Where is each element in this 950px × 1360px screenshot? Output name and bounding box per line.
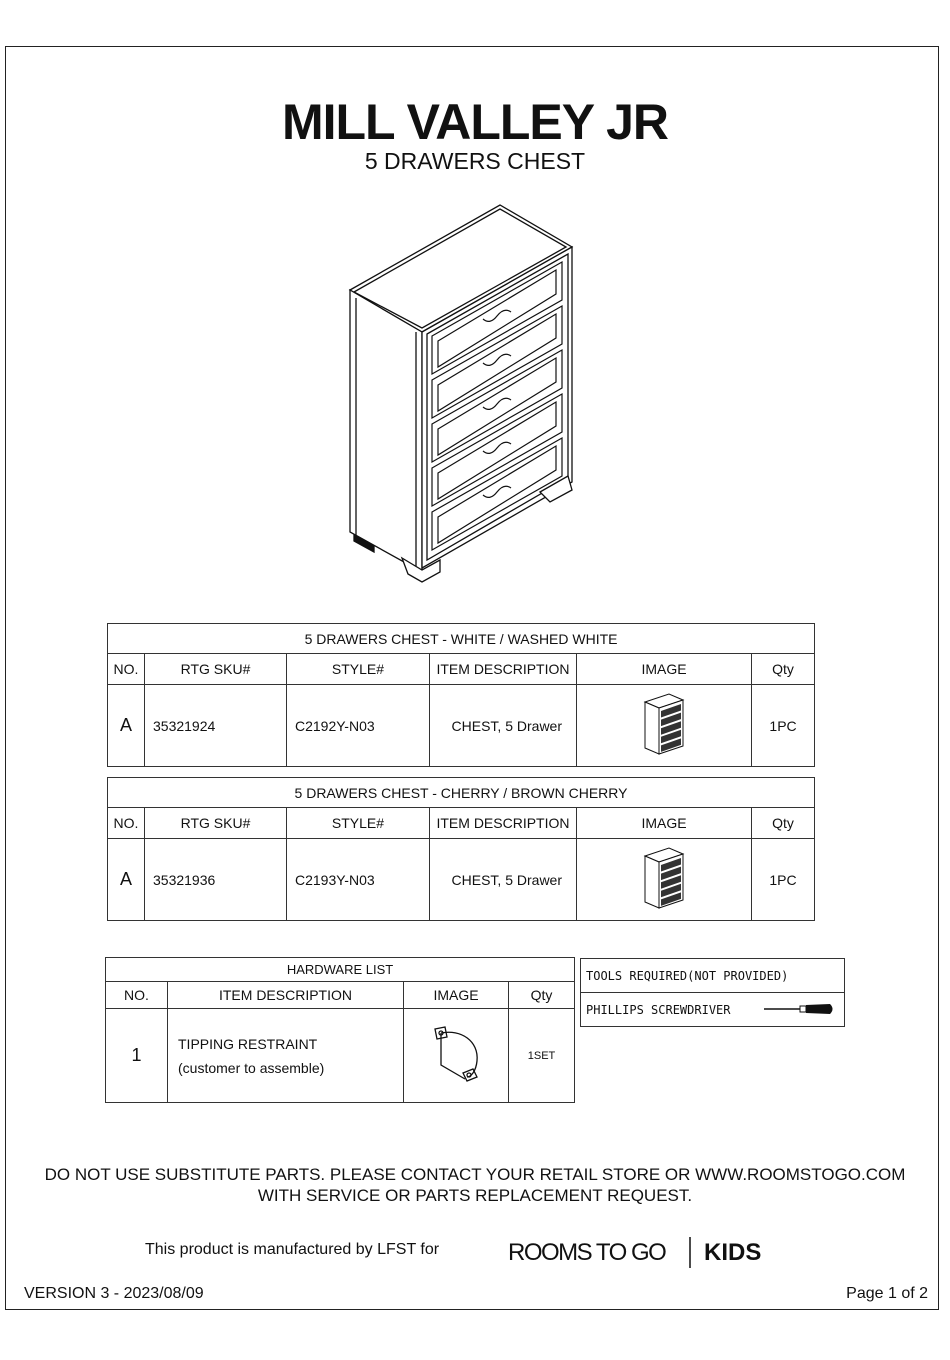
- item-sku: 35321924: [145, 685, 287, 767]
- item-qty: 1PC: [752, 685, 815, 767]
- tools-table: [580, 958, 845, 1027]
- item-image: [577, 839, 752, 921]
- chest-thumbnail-icon: [639, 846, 689, 910]
- col-sku: RTG SKU#: [145, 654, 287, 685]
- table-caption: 5 DRAWERS CHEST - CHERRY / BROWN CHERRY: [108, 778, 815, 808]
- hardware-table: [105, 957, 575, 1103]
- chest-thumbnail-icon: [639, 692, 689, 756]
- tools-header: TOOLS REQUIRED(NOT PROVIDED): [581, 959, 845, 993]
- hw-col-qty: Qty: [509, 982, 575, 1009]
- hw-col-desc: ITEM DESCRIPTION: [168, 982, 404, 1009]
- hw-item-image: [404, 1009, 509, 1103]
- notice-line2: WITH SERVICE OR PARTS REPLACEMENT REQUEST.: [257, 1186, 693, 1205]
- product-subtitle: 5 DRAWERS CHEST: [364, 148, 586, 174]
- col-image: IMAGE: [577, 808, 752, 839]
- hw-item-no: 1: [106, 1009, 168, 1103]
- item-desc: CHEST, 5 Drawer: [430, 839, 577, 921]
- tools-item-label: PHILLIPS SCREWDRIVER: [586, 1002, 731, 1017]
- col-style: STYLE#: [287, 654, 430, 685]
- product-title: MILL VALLEY JR: [281, 94, 669, 150]
- logo-text: ROOMS TO GO: [508, 1239, 666, 1266]
- hw-item-desc: [168, 1009, 404, 1103]
- table-caption: 5 DRAWERS CHEST - WHITE / WASHED WHITE: [108, 624, 815, 654]
- item-sku: 35321936: [145, 839, 287, 921]
- screwdriver-icon: [764, 1002, 836, 1016]
- product-table-cherry: [107, 777, 815, 921]
- item-no: A: [108, 839, 145, 921]
- version-label: VERSION 3 - 2023/08/09: [24, 1285, 204, 1302]
- notice-line1: DO NOT USE SUBSTITUTE PARTS. PLEASE CONTACT YOUR RETAIL STORE OR WWW.ROOMSTOGO.COM: [44, 1165, 906, 1184]
- hw-desc-line2: (customer to assemble): [178, 1059, 325, 1076]
- hardware-caption: HARDWARE LIST: [106, 958, 575, 982]
- col-no: NO.: [108, 808, 145, 839]
- hw-col-image: IMAGE: [404, 982, 509, 1009]
- hw-col-no: NO.: [106, 982, 168, 1009]
- col-sku: RTG SKU#: [145, 808, 287, 839]
- col-qty: Qty: [752, 808, 815, 839]
- thumb-side: [645, 856, 659, 908]
- item-image: [577, 685, 752, 767]
- col-image: IMAGE: [577, 654, 752, 685]
- col-desc: ITEM DESCRIPTION: [430, 654, 577, 685]
- page-number: Page 1 of 2: [846, 1285, 928, 1302]
- chest-illustration: [340, 200, 580, 595]
- parts-notice: [0, 1164, 950, 1206]
- manufacturer-text: This product is manufactured by LFST for: [145, 1241, 440, 1258]
- item-desc: CHEST, 5 Drawer: [430, 685, 577, 767]
- item-no: A: [108, 685, 145, 767]
- logo-kids: KIDS: [704, 1239, 762, 1266]
- thumb-side: [645, 702, 659, 754]
- col-no: NO.: [108, 654, 145, 685]
- rooms-to-go-kids-logo: [508, 1232, 778, 1270]
- item-style: C2192Y-N03: [287, 685, 430, 767]
- col-qty: Qty: [752, 654, 815, 685]
- hw-item-qty: 1SET: [509, 1009, 575, 1103]
- item-qty: 1PC: [752, 839, 815, 921]
- hw-desc-line1: TIPPING RESTRAINT: [178, 1035, 318, 1052]
- col-desc: ITEM DESCRIPTION: [430, 808, 577, 839]
- col-style: STYLE#: [287, 808, 430, 839]
- tipping-restraint-icon: [421, 1019, 491, 1089]
- item-style: C2193Y-N03: [287, 839, 430, 921]
- product-table-white: [107, 623, 815, 767]
- tools-item: [581, 993, 845, 1027]
